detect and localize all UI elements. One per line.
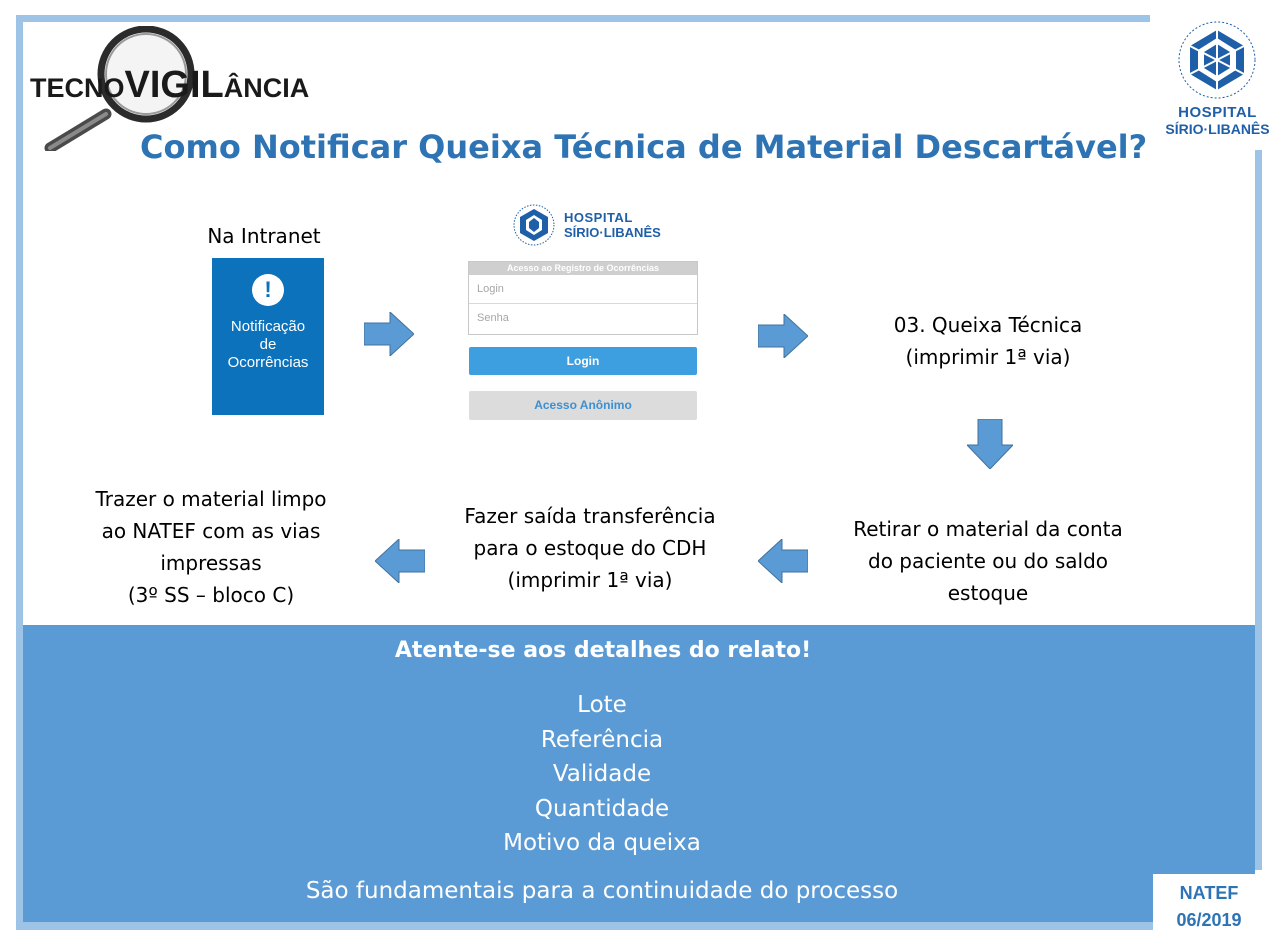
step6-line2: ao NATEF com as vias — [101, 519, 321, 543]
step5-line1: Fazer saída transferência — [464, 504, 716, 528]
anonymous-access-button[interactable]: Acesso Anônimo — [469, 391, 697, 420]
frame-left-border — [16, 15, 23, 930]
password-input[interactable]: Senha — [477, 312, 509, 324]
hospital-emblem-small-icon — [510, 203, 558, 247]
logo-wordmark — [30, 64, 309, 107]
tile-label — [212, 318, 324, 372]
step-retirar-material — [830, 513, 1146, 609]
step5-line3: (imprimir 1ª via) — [507, 568, 673, 592]
list-item: Lote — [577, 692, 627, 718]
info-panel-heading: Atente-se aos detalhes do relato! — [394, 638, 812, 663]
hospital-logo — [1160, 18, 1275, 143]
login-button[interactable]: Login — [469, 347, 697, 375]
arrow-right-icon — [364, 312, 414, 356]
hospital-emblem-icon — [1160, 18, 1275, 104]
step-trazer-material — [70, 483, 352, 611]
login-logo-line2: SÍRIO·LIBANÊS — [564, 225, 661, 240]
arrow-left-icon — [375, 539, 425, 583]
tile-label-line2: de — [259, 336, 277, 353]
logo-highlight: VIGIL — [124, 64, 224, 106]
step3-line2: (imprimir 1ª via) — [905, 345, 1071, 369]
tile-label-line1: Notificação — [230, 318, 306, 335]
frame-bottom-border — [16, 922, 1156, 930]
natef-badge-line1: NATEF — [1179, 883, 1239, 903]
step6-line4: (3º SS – bloco C) — [127, 583, 295, 607]
natef-badge-line2: 06/2019 — [1176, 910, 1242, 930]
step-saida-transferencia — [440, 500, 740, 596]
logo-prefix: TECNO — [30, 73, 125, 103]
step4-line1: Retirar o material da conta — [853, 517, 1123, 541]
step4-line3: estoque — [947, 581, 1029, 605]
natef-badge — [1153, 874, 1265, 942]
info-panel-list — [302, 688, 902, 861]
frame-top-border — [16, 15, 1150, 22]
step6-line1: Trazer o material limpo — [95, 487, 327, 511]
exclamation-icon: ! — [252, 274, 284, 306]
step-queixa-tecnica — [830, 309, 1146, 373]
arrow-right-icon — [758, 314, 808, 358]
list-item: Validade — [552, 761, 652, 787]
list-item: Motivo da queixa — [503, 830, 701, 856]
list-item: Quantidade — [534, 795, 670, 822]
login-logo-line1: HOSPITAL — [564, 210, 633, 225]
step3-line1: 03. Queixa Técnica — [893, 313, 1083, 337]
step5-line2: para o estoque do CDH — [473, 536, 707, 560]
hospital-logo-line2: SÍRIO·LIBANÊS — [1165, 121, 1270, 137]
page-title: Como Notificar Queixa Técnica de Material Descartável? — [140, 128, 1148, 166]
login-form — [468, 261, 698, 335]
info-panel-footer: São fundamentais para a continuidade do processo — [305, 878, 899, 904]
frame-right-border — [1255, 150, 1262, 870]
intranet-label: Na Intranet — [207, 224, 321, 248]
hospital-logo-line1: HOSPITAL — [1178, 104, 1257, 121]
step6-line3: impressas — [160, 551, 262, 575]
arrow-left-icon — [758, 539, 808, 583]
notificacao-tile[interactable] — [212, 258, 324, 415]
login-hospital-logo — [510, 203, 680, 247]
list-item: Referência — [540, 726, 664, 753]
login-input[interactable]: Login — [469, 275, 697, 304]
step4-line2: do paciente ou do saldo — [868, 549, 1108, 573]
tile-label-line3: Ocorrências — [227, 354, 309, 371]
logo-suffix: ÂNCIA — [223, 73, 310, 103]
login-form-header: Acesso ao Registro de Ocorrências — [469, 262, 697, 275]
arrow-down-icon — [967, 419, 1013, 469]
